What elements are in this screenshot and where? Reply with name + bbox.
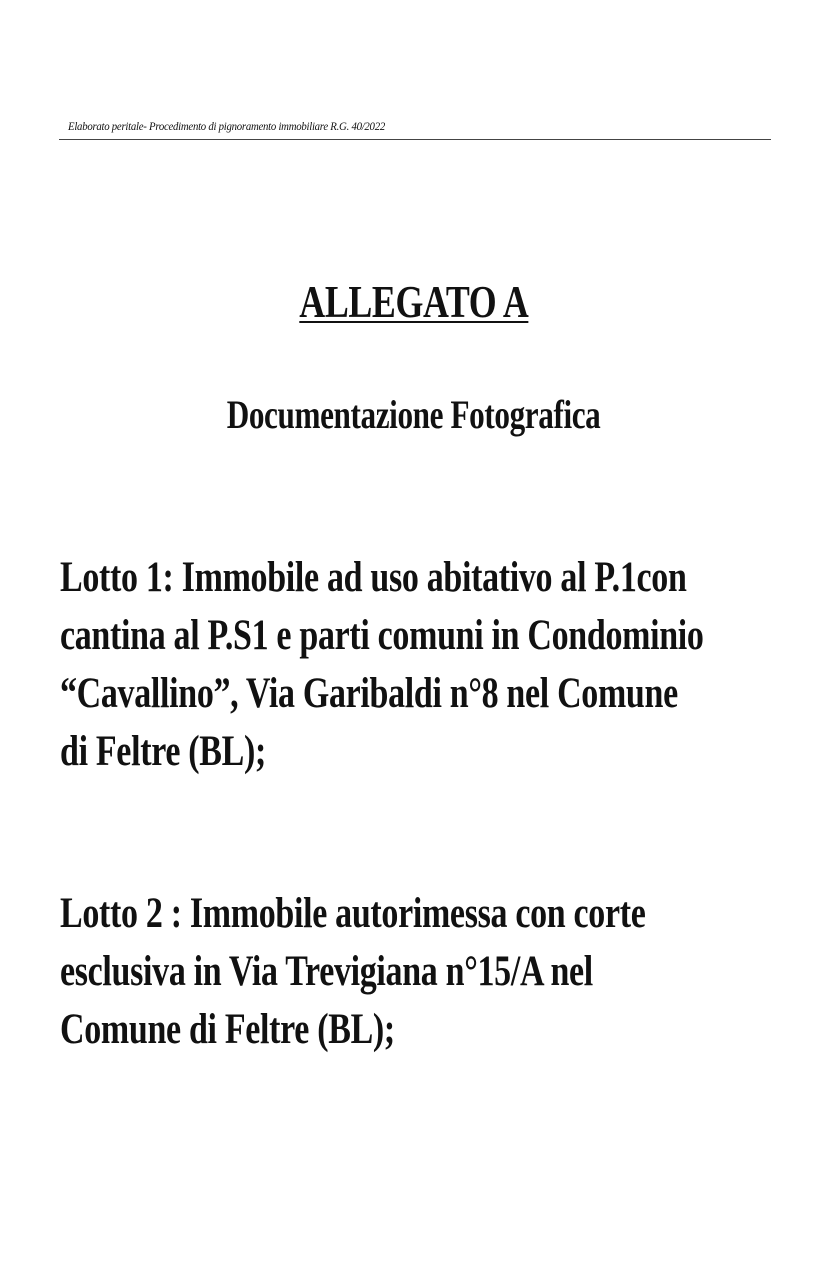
subtitle-text: Documentazione Fotografica: [226, 392, 601, 437]
lot-1-line: di Feltre (BL);: [60, 728, 266, 775]
lot-2-line: Lotto 2 : Immobile autorimessa con corte: [60, 890, 646, 937]
document-subtitle: [0, 391, 827, 439]
lot-1-line: “Cavallino”, Via Garibaldi n°8 nel Comune: [60, 670, 678, 717]
page-header: [59, 118, 771, 140]
lot-1-line: cantina al P.S1 e parti comuni in Condominio: [60, 612, 704, 659]
lot-1-description: [60, 549, 780, 781]
lot-2-description: [60, 885, 780, 1059]
document-title: [0, 275, 827, 329]
title-text: ALLEGATO A: [298, 276, 529, 327]
lot-2-line: Comune di Feltre (BL);: [60, 1006, 395, 1053]
lot-1-line: Lotto 1: Immobile ad uso abitativo al P.1con: [60, 554, 687, 601]
header-text: Elaborato peritale- Procedimento di pignoramento immobiliare R.G. 40/2022: [68, 119, 385, 133]
lot-2-line: esclusiva in Via Trevigiana n°15/A nel: [60, 948, 593, 995]
